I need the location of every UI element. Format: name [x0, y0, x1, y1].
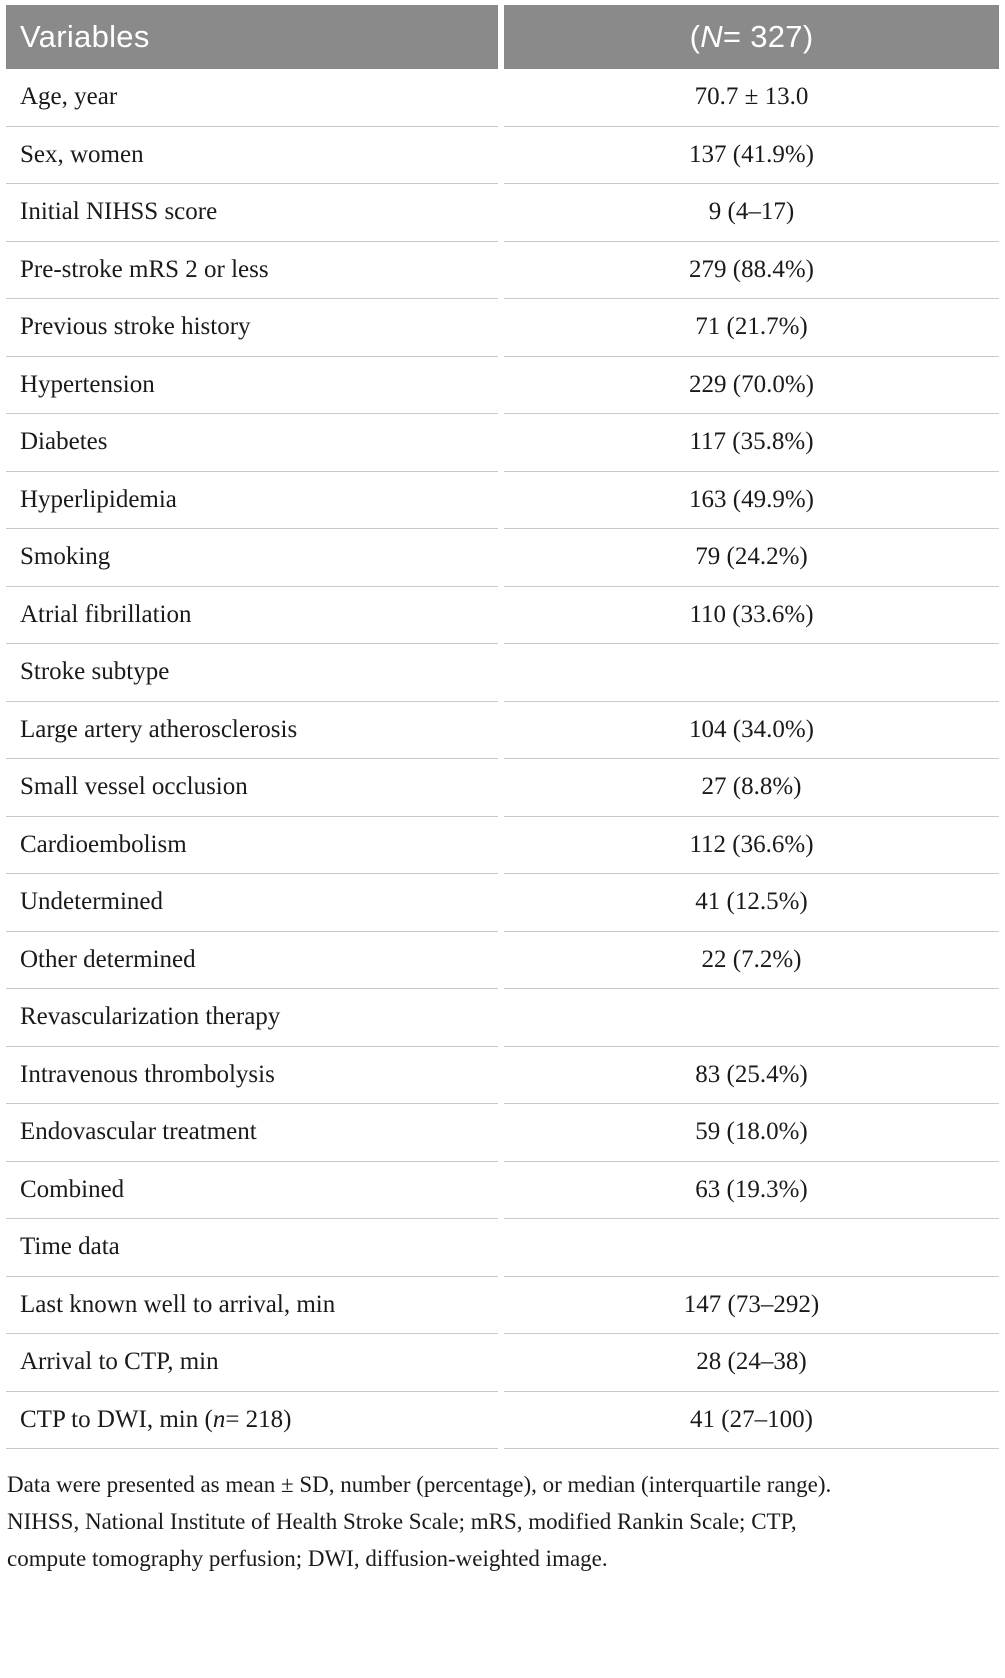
table-row — [6, 1334, 999, 1392]
footnote-line-3: compute tomography perfusion; DWI, diffusion-weighted image. — [7, 1546, 608, 1571]
value-cell: 112 (36.6%) — [504, 817, 999, 875]
variable-cell: Stroke subtype — [6, 644, 498, 702]
value-cell: 41 (12.5%) — [504, 874, 999, 932]
value-cell: 163 (49.9%) — [504, 472, 999, 530]
variable-cell: Age, year — [6, 69, 498, 127]
variable-cell: Hyperlipidemia — [6, 472, 498, 530]
column-header-n: ( N = 327) — [504, 5, 999, 69]
table-row — [6, 184, 999, 242]
variable-cell: Combined — [6, 1162, 498, 1220]
table-row — [6, 1162, 999, 1220]
table-row — [6, 817, 999, 875]
variable-cell: Sex, women — [6, 127, 498, 185]
table-row — [6, 529, 999, 587]
table-row — [6, 1219, 999, 1277]
value-cell: 117 (35.8%) — [504, 414, 999, 472]
variable-cell: Small vessel occlusion — [6, 759, 498, 817]
value-cell: 27 (8.8%) — [504, 759, 999, 817]
table-footnote — [7, 1466, 999, 1577]
footnote-line-2: NIHSS, National Institute of Health Stroke Scale; mRS, modified Rankin Scale; CTP, — [7, 1509, 797, 1534]
variable-cell: Revascularization therapy — [6, 989, 498, 1047]
value-cell — [504, 644, 999, 702]
table-row — [6, 299, 999, 357]
variable-cell: Undetermined — [6, 874, 498, 932]
table-row — [6, 127, 999, 185]
value-cell: 229 (70.0%) — [504, 357, 999, 415]
table-row — [6, 587, 999, 645]
table-row — [6, 759, 999, 817]
variable-cell: Hypertension — [6, 357, 498, 415]
variable-cell: Intravenous thrombolysis — [6, 1047, 498, 1105]
table-row — [6, 242, 999, 300]
table-row — [6, 472, 999, 530]
value-cell: 70.7 ± 13.0 — [504, 69, 999, 127]
table-row — [6, 1277, 999, 1335]
table-row — [6, 69, 999, 127]
table-row — [6, 702, 999, 760]
value-cell: 110 (33.6%) — [504, 587, 999, 645]
value-cell: 83 (25.4%) — [504, 1047, 999, 1105]
variable-cell: Cardioembolism — [6, 817, 498, 875]
variable-cell: Pre-stroke mRS 2 or less — [6, 242, 498, 300]
table-row — [6, 644, 999, 702]
value-cell: 59 (18.0%) — [504, 1104, 999, 1162]
variable-cell: Endovascular treatment — [6, 1104, 498, 1162]
variable-cell: CTP to DWI, min ( n = 218) — [6, 1392, 498, 1450]
variable-cell: Diabetes — [6, 414, 498, 472]
baseline-characteristics-table — [6, 5, 999, 1449]
table-row — [6, 1104, 999, 1162]
variable-cell: Other determined — [6, 932, 498, 990]
value-cell — [504, 1219, 999, 1277]
value-cell: 71 (21.7%) — [504, 299, 999, 357]
table-row — [6, 989, 999, 1047]
value-cell: 9 (4–17) — [504, 184, 999, 242]
value-cell: 104 (34.0%) — [504, 702, 999, 760]
variable-cell: Initial NIHSS score — [6, 184, 498, 242]
table-header-row — [6, 5, 999, 69]
table-row — [6, 932, 999, 990]
table-row — [6, 414, 999, 472]
variable-cell: Previous stroke history — [6, 299, 498, 357]
variable-cell: Atrial fibrillation — [6, 587, 498, 645]
value-cell: 41 (27–100) — [504, 1392, 999, 1450]
footnote-line-1: Data were presented as mean ± SD, number (percentage), or median (interquartile range). — [7, 1472, 832, 1497]
variable-cell: Arrival to CTP, min — [6, 1334, 498, 1392]
value-cell: 79 (24.2%) — [504, 529, 999, 587]
table-row — [6, 1392, 999, 1450]
table-row — [6, 874, 999, 932]
value-cell: 28 (24–38) — [504, 1334, 999, 1392]
table-row — [6, 1047, 999, 1105]
value-cell: 147 (73–292) — [504, 1277, 999, 1335]
value-cell — [504, 989, 999, 1047]
table-body — [6, 69, 999, 1449]
variable-cell: Smoking — [6, 529, 498, 587]
value-cell: 279 (88.4%) — [504, 242, 999, 300]
value-cell: 22 (7.2%) — [504, 932, 999, 990]
table-row — [6, 357, 999, 415]
column-header-variables: Variables — [6, 5, 498, 69]
variable-cell: Time data — [6, 1219, 498, 1277]
variable-cell: Last known well to arrival, min — [6, 1277, 498, 1335]
value-cell: 63 (19.3%) — [504, 1162, 999, 1220]
value-cell: 137 (41.9%) — [504, 127, 999, 185]
variable-cell: Large artery atherosclerosis — [6, 702, 498, 760]
